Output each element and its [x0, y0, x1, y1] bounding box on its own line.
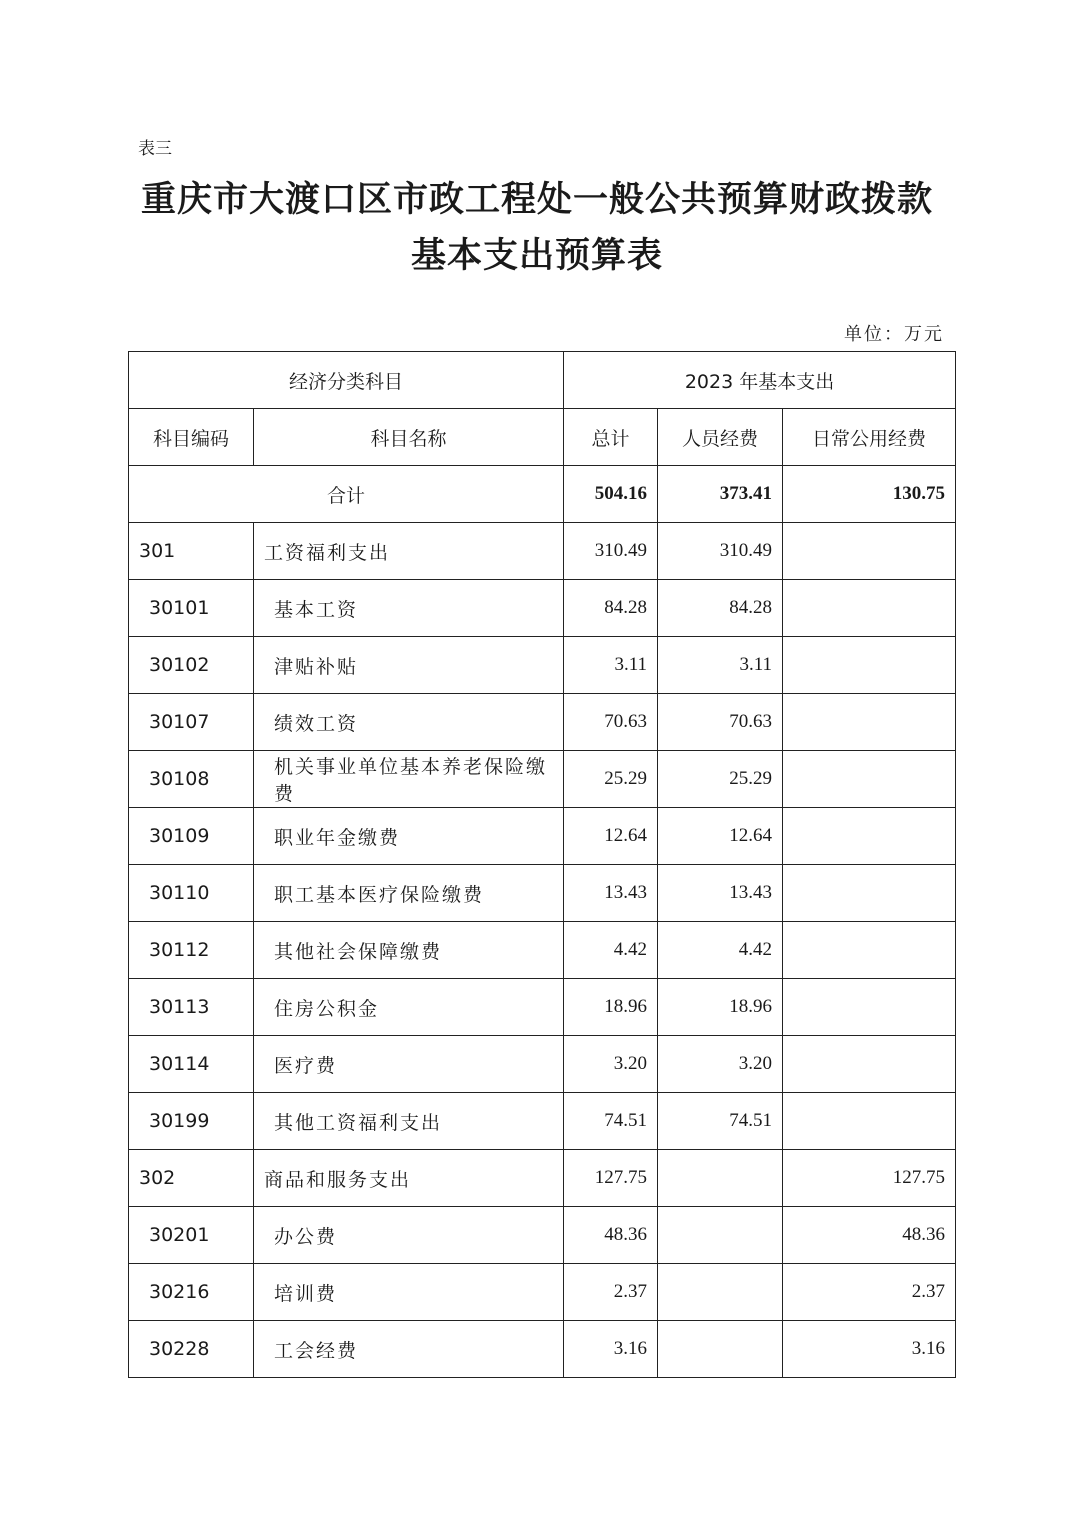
table-row [129, 1036, 956, 1093]
row-total: 4.42 [564, 922, 658, 979]
row-personnel: 74.51 [658, 1093, 783, 1150]
row-total: 25.29 [564, 751, 658, 808]
row-code: 30228 [129, 1321, 254, 1378]
row-personnel: 25.29 [658, 751, 783, 808]
row-personnel: 310.49 [658, 523, 783, 580]
row-name: 津贴补贴 [254, 637, 564, 694]
row-code: 30199 [129, 1093, 254, 1150]
row-code: 30110 [129, 865, 254, 922]
row-code: 30108 [129, 751, 254, 808]
header-public: 日常公用经费 [783, 409, 956, 466]
row-total: 3.20 [564, 1036, 658, 1093]
total-row [129, 466, 956, 523]
row-public [783, 979, 956, 1036]
row-total: 12.64 [564, 808, 658, 865]
header-personnel: 人员经费 [658, 409, 783, 466]
row-code: 30109 [129, 808, 254, 865]
total-label: 合计 [129, 466, 564, 523]
table-row [129, 1150, 956, 1207]
row-code: 30102 [129, 637, 254, 694]
row-name: 工会经费 [254, 1321, 564, 1378]
row-personnel: 13.43 [658, 865, 783, 922]
row-public [783, 865, 956, 922]
row-code: 30112 [129, 922, 254, 979]
budget-table [128, 351, 956, 1378]
table-row [129, 523, 956, 580]
row-total: 84.28 [564, 580, 658, 637]
row-total: 18.96 [564, 979, 658, 1036]
row-code: 30101 [129, 580, 254, 637]
table-row [129, 694, 956, 751]
row-name: 职工基本医疗保险缴费 [254, 865, 564, 922]
row-personnel: 3.20 [658, 1036, 783, 1093]
row-personnel [658, 1207, 783, 1264]
unit-label: 单位：万元 [844, 324, 944, 345]
table-row [129, 808, 956, 865]
row-personnel: 18.96 [658, 979, 783, 1036]
row-name: 医疗费 [254, 1036, 564, 1093]
table-row [129, 1264, 956, 1321]
row-code: 30113 [129, 979, 254, 1036]
row-total: 2.37 [564, 1264, 658, 1321]
table-row [129, 1093, 956, 1150]
row-name: 其他社会保障缴费 [254, 922, 564, 979]
row-name: 培训费 [254, 1264, 564, 1321]
row-personnel [658, 1150, 783, 1207]
row-code: 302 [129, 1150, 254, 1207]
row-name: 绩效工资 [254, 694, 564, 751]
row-name: 职业年金缴费 [254, 808, 564, 865]
table-label: 表三 [138, 139, 172, 159]
row-personnel: 12.64 [658, 808, 783, 865]
header-name: 科目名称 [254, 409, 564, 466]
table-row [129, 637, 956, 694]
header-year-expenditure: 2023 年基本支出 [564, 352, 956, 409]
row-code: 30216 [129, 1264, 254, 1321]
row-personnel: 4.42 [658, 922, 783, 979]
row-personnel: 70.63 [658, 694, 783, 751]
row-name: 住房公积金 [254, 979, 564, 1036]
row-code: 30107 [129, 694, 254, 751]
row-name: 基本工资 [254, 580, 564, 637]
row-public: 48.36 [783, 1207, 956, 1264]
row-personnel: 3.11 [658, 637, 783, 694]
table-row [129, 580, 956, 637]
group-header-row [129, 352, 956, 409]
row-personnel [658, 1264, 783, 1321]
header-classification: 经济分类科目 [129, 352, 564, 409]
header-code: 科目编码 [129, 409, 254, 466]
row-code: 30114 [129, 1036, 254, 1093]
row-public [783, 523, 956, 580]
row-public: 2.37 [783, 1264, 956, 1321]
row-total: 70.63 [564, 694, 658, 751]
page-title-line-1: 重庆市大渡口区市政工程处一般公共预算财政拨款 [140, 179, 933, 220]
page-title-line-2: 基本支出预算表 [410, 235, 663, 276]
table-row [129, 865, 956, 922]
row-total: 48.36 [564, 1207, 658, 1264]
total-sum: 504.16 [564, 466, 658, 523]
row-public [783, 637, 956, 694]
row-name: 其他工资福利支出 [254, 1093, 564, 1150]
row-name: 商品和服务支出 [254, 1150, 564, 1207]
row-total: 13.43 [564, 865, 658, 922]
row-total: 3.11 [564, 637, 658, 694]
table-row [129, 751, 956, 808]
header-total: 总计 [564, 409, 658, 466]
table-row [129, 1207, 956, 1264]
row-public [783, 1093, 956, 1150]
row-code: 30201 [129, 1207, 254, 1264]
row-name: 办公费 [254, 1207, 564, 1264]
row-public: 3.16 [783, 1321, 956, 1378]
row-public [783, 1036, 956, 1093]
row-public: 127.75 [783, 1150, 956, 1207]
row-public [783, 922, 956, 979]
row-code: 301 [129, 523, 254, 580]
row-total: 3.16 [564, 1321, 658, 1378]
row-total: 127.75 [564, 1150, 658, 1207]
column-header-row [129, 409, 956, 466]
table-row [129, 979, 956, 1036]
row-public [783, 694, 956, 751]
table-row [129, 1321, 956, 1378]
total-public: 130.75 [783, 466, 956, 523]
row-total: 74.51 [564, 1093, 658, 1150]
row-public [783, 580, 956, 637]
row-public [783, 751, 956, 808]
row-personnel [658, 1321, 783, 1378]
row-personnel: 84.28 [658, 580, 783, 637]
table-row [129, 922, 956, 979]
row-public [783, 808, 956, 865]
row-name: 机关事业单位基本养老保险缴费 [254, 751, 564, 808]
row-name: 工资福利支出 [254, 523, 564, 580]
row-total: 310.49 [564, 523, 658, 580]
total-personnel: 373.41 [658, 466, 783, 523]
